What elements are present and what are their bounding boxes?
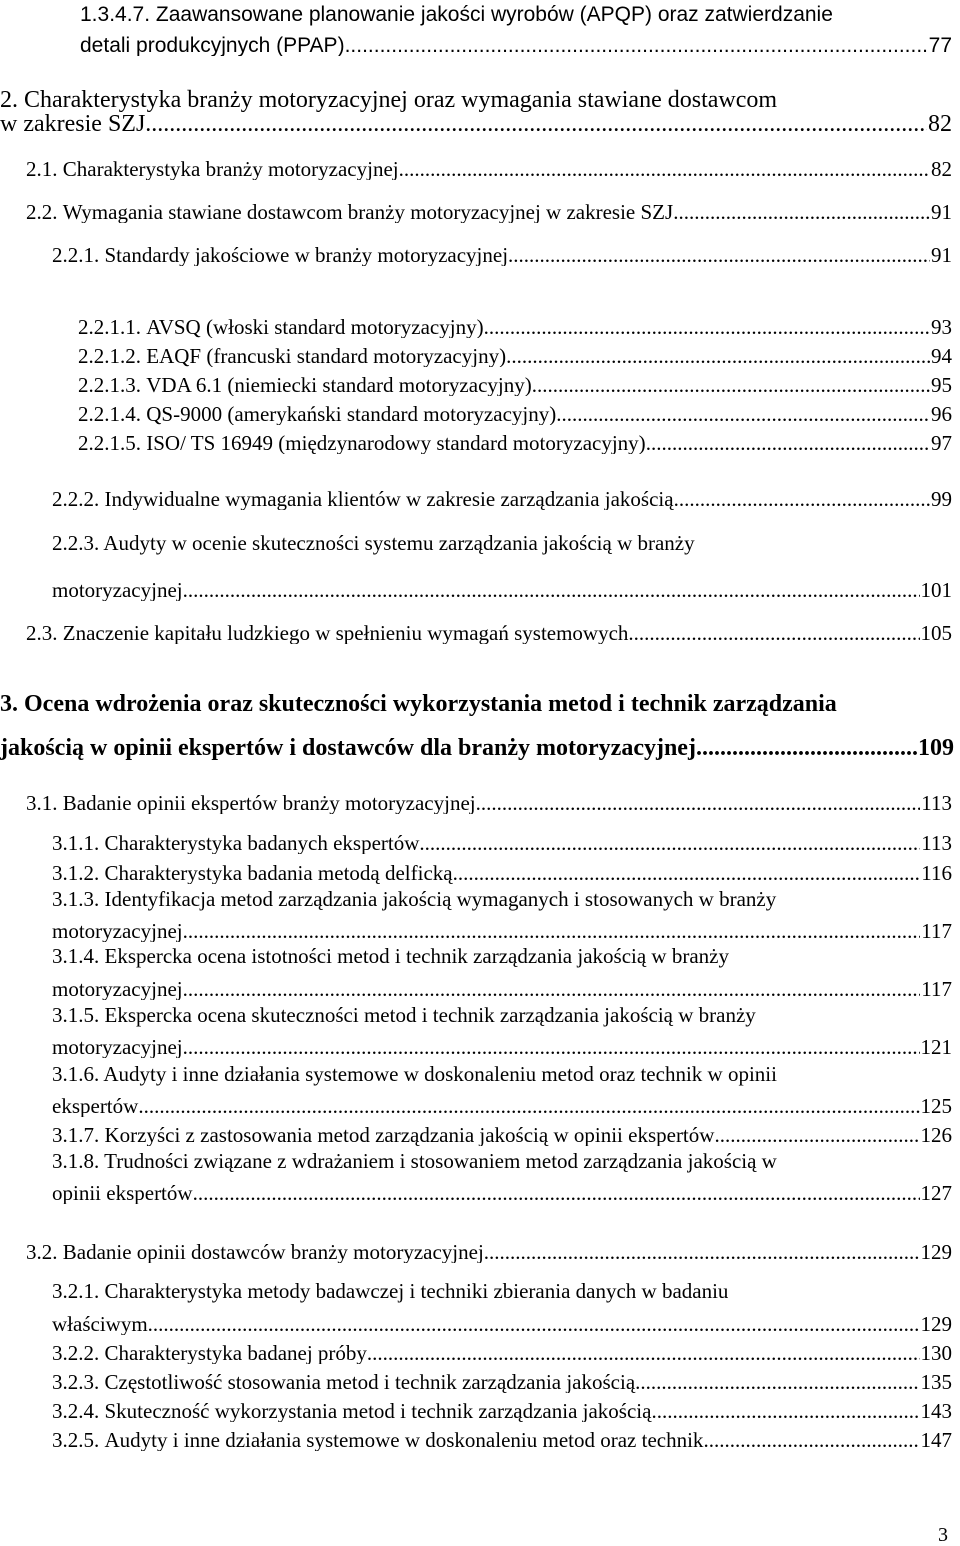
toc-title: QS-9000 (amerykański standard motoryzacyjny): [146, 402, 557, 425]
toc-leader: [148, 1314, 920, 1335]
toc-page: 91: [931, 200, 952, 223]
toc-number: 3.1.6.: [52, 1062, 100, 1086]
toc-number: 2.: [0, 87, 18, 113]
toc-title: VDA 6.1 (niemiecki standard motoryzacyjny): [146, 373, 532, 396]
toc-page: 117: [921, 977, 952, 1000]
toc-leader: [367, 1343, 920, 1364]
toc-number: 3.: [0, 691, 18, 717]
toc-entry-3[interactable]: [0, 730, 954, 760]
toc-leader: [628, 623, 919, 644]
toc-page: 82: [928, 111, 952, 136]
toc-page: 95: [931, 373, 952, 396]
toc-entry-3-2-4[interactable]: [52, 1392, 952, 1422]
toc-number: 3.1.8.: [52, 1149, 100, 1173]
toc-title: Standardy jakościowe w branży motoryzacyjnej: [104, 243, 509, 266]
toc-title: Charakterystyka branży motoryzacyjnej: [62, 157, 399, 180]
toc-entry-2-2-1-1[interactable]: [78, 308, 952, 338]
toc-number: 2.3.: [26, 621, 58, 644]
toc-leader: [714, 1125, 919, 1146]
toc-page: 97: [931, 431, 952, 454]
toc-title: Identyfikacja metod zarządzania jakością wymaganych i stosowanych w branży: [104, 887, 777, 911]
toc-entry-3-2-2[interactable]: [52, 1334, 952, 1364]
toc-title: Indywidualne wymagania klientów w zakresie zarządzania jakością: [104, 487, 674, 510]
page-number: 3: [938, 1524, 948, 1546]
toc-leader: [183, 979, 921, 1000]
toc-title: Znaczenie kapitału ludzkiego w spełnieniu wymagań systemowych: [62, 621, 629, 644]
toc-continuation: właściwym: [52, 1312, 148, 1335]
toc-number: 2.1.: [26, 157, 58, 180]
toc-entry-2-2-2[interactable]: [52, 480, 952, 510]
toc-leader: [453, 863, 921, 884]
toc-title: Częstotliwość stosowania metod i technik zarządzania jakością: [104, 1370, 636, 1393]
toc-entry-3-1-3[interactable]: [52, 912, 952, 942]
toc-continuation: motoryzacyjnej: [52, 1035, 183, 1058]
toc-number: 3.2.1.: [52, 1279, 100, 1303]
toc-title: Charakterystyka badanych ekspertów: [104, 831, 420, 854]
toc-entry-2[interactable]: [0, 106, 952, 136]
toc-entry-3-2-5[interactable]: [52, 1421, 952, 1451]
toc-entry-2-3[interactable]: [26, 614, 952, 644]
toc-page: 143: [920, 1399, 952, 1422]
toc-page: 77: [928, 34, 952, 56]
toc-number: 2.2.: [26, 200, 58, 223]
toc-number: 3.2.5.: [52, 1428, 100, 1451]
toc-number: 3.1.2.: [52, 861, 100, 884]
toc-page: 127: [920, 1181, 952, 1204]
toc-number: 2.2.1.: [52, 243, 100, 266]
toc-title: Wymagania stawiane dostawcom branży motoryzacyjnej w zakresie SZJ: [62, 200, 674, 223]
toc-entry-3-2-1[interactable]: [52, 1305, 952, 1335]
toc-entry-2-2-3-title: [52, 533, 695, 554]
toc-entry-3-1-4-title: [52, 946, 729, 967]
toc-leader: [138, 1096, 919, 1117]
toc-title: Badanie opinii ekspertów branży motoryzacyjnej: [62, 791, 476, 814]
toc-number: 3.2.: [26, 1240, 58, 1263]
toc-entry-3-1-8-title: [52, 1151, 777, 1172]
toc-entry-1-3-4-7[interactable]: [80, 26, 952, 56]
toc-title: EAQF (francuski standard motoryzacyjny): [146, 344, 507, 367]
toc-leader: [508, 245, 930, 266]
toc-leader: [646, 433, 930, 454]
toc-continuation: motoryzacyjnej: [52, 919, 183, 942]
toc-title: Ocena wdrożenia oraz skuteczności wykorzystania metod i technik zarządzania: [24, 691, 837, 717]
toc-page: 113: [921, 791, 952, 814]
toc-leader: [183, 580, 920, 601]
toc-entry-3-1-8[interactable]: [52, 1174, 952, 1204]
toc-entry-3-1-6-title: [52, 1064, 777, 1085]
toc-title: Korzyści z zastosowania metod zarządzania jakością w opinii ekspertów: [104, 1123, 715, 1146]
toc-leader: [696, 736, 917, 760]
toc-continuation: w zakresie SZJ: [0, 111, 146, 136]
toc-page: 129: [920, 1312, 952, 1335]
toc-page: 105: [920, 621, 952, 644]
toc-entry-3-1-3-title: [52, 889, 776, 910]
toc-page: 117: [921, 919, 952, 942]
toc-page: 113: [921, 831, 952, 854]
toc-page: 101: [920, 578, 952, 601]
toc-entry-3-1-6[interactable]: [52, 1087, 952, 1117]
toc-number: 3.1.7.: [52, 1123, 100, 1146]
toc-entry-3-1[interactable]: [26, 784, 952, 814]
toc-title: Audyty w ocenie skuteczności systemu zarządzania jakością w branży: [103, 531, 695, 555]
toc-entry-2-2[interactable]: [26, 193, 952, 223]
toc-leader: [635, 1372, 919, 1393]
toc-page: 109: [918, 735, 954, 760]
toc-number: 3.1.5.: [52, 1003, 100, 1027]
toc-title: Charakterystyka branży motoryzacyjnej oraz wymagania stawiane dostawcom: [24, 87, 778, 113]
toc-number: 2.2.1.3.: [78, 373, 141, 396]
toc-page: 126: [920, 1123, 952, 1146]
toc-title: AVSQ (włoski standard motoryzacyjny): [146, 315, 484, 338]
toc-leader: [193, 1183, 920, 1204]
toc-continuation: ekspertów: [52, 1094, 139, 1117]
toc-number: 3.2.2.: [52, 1341, 100, 1364]
toc-page: 129: [920, 1240, 952, 1263]
toc-title: Charakterystyka badania metodą delficką: [104, 861, 453, 884]
toc-entry-3-title: [0, 692, 837, 716]
toc-title: Badanie opinii dostawców branży motoryzacyjnej: [62, 1240, 484, 1263]
toc-number: 2.2.1.4.: [78, 402, 141, 425]
toc-entry-3-1-7[interactable]: [52, 1116, 952, 1146]
toc-number: 3.1.3.: [52, 887, 100, 911]
toc-entry-2-2-3[interactable]: [52, 571, 952, 601]
toc-number: 3.1.4.: [52, 944, 100, 968]
toc-continuation: motoryzacyjnej: [52, 977, 183, 1000]
toc-title: ISO/ TS 16949 (międzynarodowy standard motoryzacyjny): [146, 431, 646, 454]
toc-entry-3-1-5[interactable]: [52, 1028, 952, 1058]
toc-entry-2-2-1-4[interactable]: [78, 395, 952, 425]
toc-page: 121: [920, 1035, 952, 1058]
toc-continuation: detali produkcyjnych (PPAP): [80, 34, 345, 56]
toc-entry-2-2-1[interactable]: [52, 236, 952, 266]
toc-entry-1-3-4-7-title: [80, 4, 833, 25]
toc-number: 2.2.2.: [52, 487, 100, 510]
toc-leader: [345, 35, 928, 56]
toc-number: 2.2.1.5.: [78, 431, 141, 454]
toc-entry-3-2[interactable]: [26, 1233, 952, 1263]
toc-title: Audyty i inne działania systemowe w doskonaleniu metod oraz technik: [104, 1428, 704, 1451]
toc-leader: [399, 159, 930, 180]
toc-leader: [556, 404, 930, 425]
toc-entry-2-1[interactable]: [26, 150, 952, 180]
toc-number: 3.2.3.: [52, 1370, 100, 1393]
toc-leader: [484, 317, 930, 338]
toc-title: Ekspercka ocena skuteczności metod i technik zarządzania jakością w branży: [104, 1003, 756, 1027]
toc-number: 1.3.4.7.: [80, 3, 151, 26]
toc-page: 93: [931, 315, 952, 338]
toc-title: Charakterystyka badanej próby: [104, 1341, 367, 1364]
toc-entry-2-2-1-5[interactable]: [78, 424, 952, 454]
toc-page: 99: [931, 487, 952, 510]
toc-continuation: jakością w opinii ekspertów i dostawców dla branży motoryzacyjnej: [0, 735, 696, 760]
toc-entry-3-2-1-title: [52, 1281, 728, 1302]
toc-page: 125: [920, 1094, 952, 1117]
toc-number: 3.1.1.: [52, 831, 100, 854]
toc-number: 3.2.4.: [52, 1399, 100, 1422]
toc-entry-3-1-4[interactable]: [52, 970, 952, 1000]
toc-title: Trudności związane z wdrażaniem i stosowaniem metod zarządzania jakością w: [104, 1149, 777, 1173]
toc-leader: [703, 1430, 919, 1451]
toc-title: Audyty i inne działania systemowe w doskonaleniu metod oraz technik w opinii: [103, 1062, 777, 1086]
toc-leader: [419, 833, 920, 854]
toc-page: 135: [920, 1370, 952, 1393]
toc-entry-2-2-1-2[interactable]: [78, 337, 952, 367]
toc-number: 2.2.1.2.: [78, 344, 141, 367]
toc-continuation: motoryzacyjnej: [52, 578, 183, 601]
toc-number: 3.1.: [26, 791, 58, 814]
toc-title: Skuteczność wykorzystania metod i technik zarządzania jakością: [104, 1399, 652, 1422]
toc-leader: [651, 1401, 919, 1422]
toc-leader: [532, 375, 930, 396]
toc-page: 82: [931, 157, 952, 180]
toc-leader: [673, 202, 930, 223]
toc-leader: [183, 921, 921, 942]
toc-entry-3-1-1[interactable]: [52, 824, 952, 854]
toc-leader: [183, 1037, 920, 1058]
toc-entry-3-1-5-title: [52, 1005, 756, 1026]
toc-leader: [476, 793, 921, 814]
toc-page: 91: [931, 243, 952, 266]
toc-page: 94: [931, 344, 952, 367]
toc-leader: [145, 112, 927, 136]
toc-title: Zaawansowane planowanie jakości wyrobów (APQP) oraz zatwierdzanie: [155, 3, 833, 26]
toc-page: 147: [920, 1428, 952, 1451]
toc-title: Charakterystyka metody badawczej i techniki zbierania danych w badaniu: [104, 1279, 729, 1303]
toc-page: 116: [921, 861, 952, 884]
toc-entry-3-1-2[interactable]: [52, 854, 952, 884]
toc-title: Ekspercka ocena istotności metod i technik zarządzania jakością w branży: [104, 944, 729, 968]
toc-entry-2-2-1-3[interactable]: [78, 366, 952, 396]
toc-continuation: opinii ekspertów: [52, 1181, 193, 1204]
toc-number: 2.2.3.: [52, 531, 100, 555]
toc-leader: [674, 489, 930, 510]
toc-leader: [506, 346, 930, 367]
toc-page: 96: [931, 402, 952, 425]
toc-page: 130: [920, 1341, 952, 1364]
toc-leader: [484, 1242, 920, 1263]
toc-number: 2.2.1.1.: [78, 315, 141, 338]
toc-entry-3-2-3[interactable]: [52, 1363, 952, 1393]
